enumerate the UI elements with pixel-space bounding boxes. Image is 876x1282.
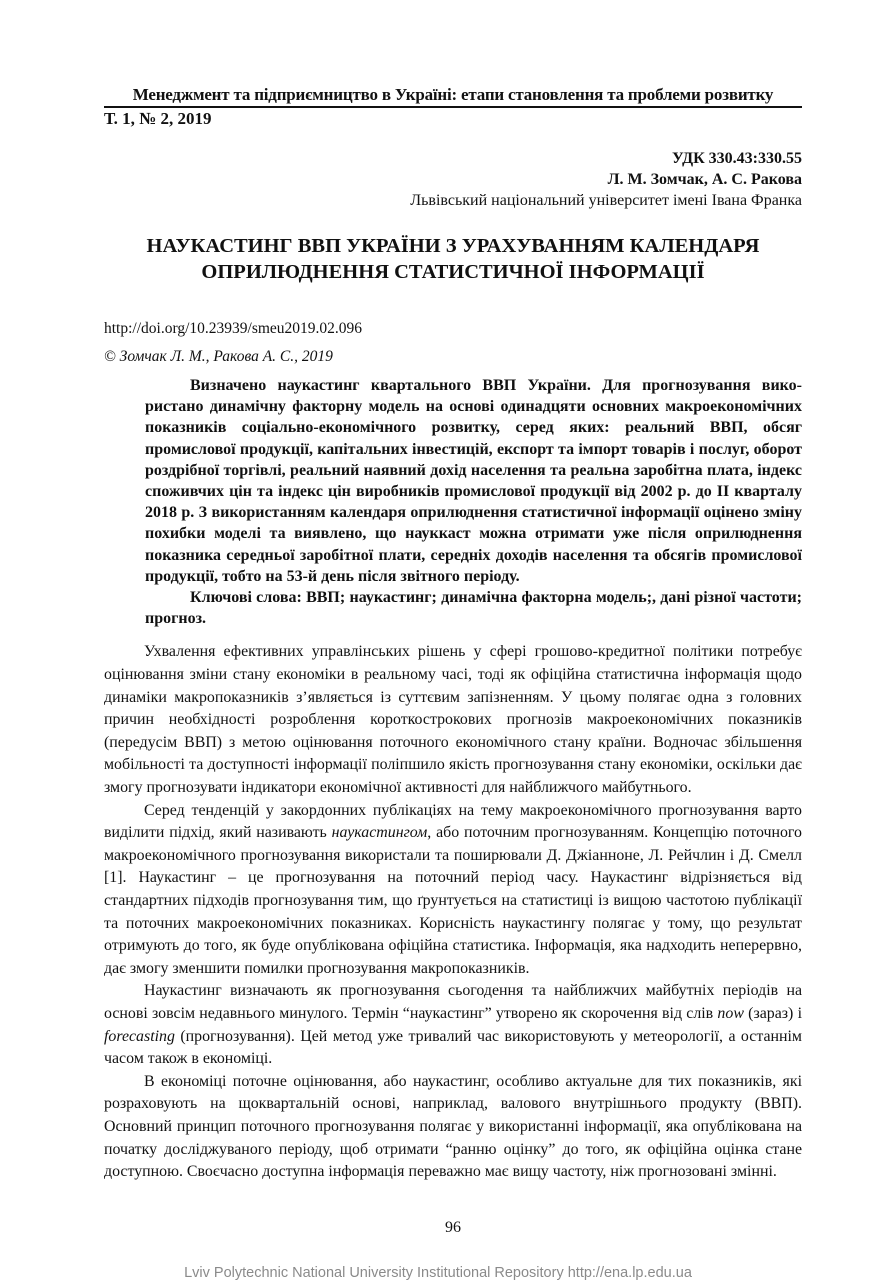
article-title xyxy=(104,233,802,285)
repository-watermark: Lviv Polytechnic National University Institutional Repository http://ena.lp.edu.ua xyxy=(184,1264,692,1281)
paragraph-1: Ухвалення ефективних управлінських рішень у сфері грошово-кредитної політики потребує оцінювання зміни стану економіки в реальному часі, тоді як офіційна статистична інформація щодо динаміки макропоказників з’являється із суттєвим запізненням. У цьому полягає одна з головних причин необхідності розроблення короткострокових прогнозів макроекономічних показників (передусім ВВП) з метою оцінювання поточного економічного стану країни. Водночас збільшення мобільності та доступності інформації поліпшило якість прогнозування стану економіки, оскільки дає змогу прогнозувати індикатори економічної активності для найближчого майбутнього. xyxy=(104,643,802,796)
page xyxy=(104,0,802,1282)
title-line-1: НАУКАСТИНГ ВВП УКРАЇНИ З УРАХУВАННЯМ КАЛЕНДАРЯ xyxy=(146,235,760,257)
paragraph-3 xyxy=(104,980,802,1070)
doi-link[interactable]: http://doi.org/10.23939/smeu2019.02.096 xyxy=(104,320,363,337)
title-line-2: ОПРИЛЮДНЕННЯ СТАТИСТИЧНОЇ ІНФОРМАЦІЇ xyxy=(201,261,705,283)
journal-title: Менеджмент та підприємництво в Україні: етапи становлення та проблеми розвитку xyxy=(132,85,774,104)
keywords: Ключові слова: ВВП; наукастинг; динамічна факторна модель;, дані різної частоти; прогноз. xyxy=(145,589,802,628)
page-number: 96 xyxy=(445,1218,461,1236)
text: Наукастинг визначають як прогнозування сьогодення та найближчих майбутніх періодів на основі зовсім недавнього минулого. Термін “наукастинг” утворено як скорочення від слів xyxy=(104,982,802,1022)
issue-info: Т. 1, № 2, 2019 xyxy=(104,109,212,128)
affiliation: Львівський національний університет імені Івана Франка xyxy=(410,192,802,209)
italic-term: forecasting xyxy=(104,1027,175,1045)
abstract xyxy=(145,375,802,629)
italic-term: now xyxy=(717,1004,744,1022)
paragraph-2 xyxy=(104,800,802,981)
authors: Л. М. Зомчак, А. С. Ракова xyxy=(607,171,802,188)
copyright: © Зомчак Л. М., Ракова А. С., 2019 xyxy=(104,348,333,365)
abstract-text: Визначено наукастинг квартального ВВП України. Для прогнозування використано динамічну факторну модель на основі одинадцяти основних макроекономічних показників соціально-економічного розвитку, серед яких: реальний ВВП, обсяг промислової продукції, капітальних інвестицій, експорт та імпорт товарів і послуг, оборот роздрібної торгівлі, реальний наявний дохід населення та реальна заробітна плата, індекс споживчих цін та індекс цін виробників промислової продукції від 2002 р. до ІІ кварталу 2018 р. З використанням календаря оприлюднення статистичної інформації оцінено зміну похибки моделі та виявлено, що науккаст можна отримати уже після оприлюднення показника середньої заробітної плати, середніх доходів населення та обсягів промислової продукції, тобто на 53-й день після звітного періоду. xyxy=(145,377,802,585)
text: (прогнозування). Цей метод уже тривалий час використовують у метеорології, а останнім часом також в економіці. xyxy=(104,1027,802,1068)
text: Серед тенденцій у закордонних публікаціях на тему макроекономічного прогнозування варто виділити підхід, який називають xyxy=(104,801,802,842)
italic-term: наукастингом xyxy=(331,824,428,842)
article-body xyxy=(104,641,802,1183)
text: , або поточним прогнозуванням. Концепцію поточного макроекономічного прогнозування використали та поширювали Д. Джіанноне, Л. Рейчлин і Д. Смелл [1]. Наукастинг – це прогнозування на поточний період часу. Наукастинг відрізняється від стандартних підходів прогнозування тим, що ґрунтується на статистиці із вищою частотою публікації та поточних макроекономічних показниках. Корисність наукастингу полягає у тому, що результат отримують до того, як буде опублікована офіційна статистика. Інформація, яка надходить неперервно, дає змогу зменшити помилки прогнозування макропоказників. xyxy=(104,824,802,977)
text: (зараз) і xyxy=(743,1004,802,1022)
udk-code: УДК 330.43:330.55 xyxy=(671,150,802,167)
paragraph-4: В економіці поточне оцінювання, або наукастинг, особливо актуальне для тих показників, які розраховують на щоквартальній основі, наприклад, валового внутрішнього продукту (ВВП). Основний принцип поточного прогнозування полягає у використанні інформації, яка опублікована на початку досліджуваного періоду, щоб отримати “ранню оцінку” до того, як офіційна оцінка стане доступною. Своєчасно доступна інформація переважно має вищу частоту, ніж прогнозовані змінні. xyxy=(104,1072,802,1181)
